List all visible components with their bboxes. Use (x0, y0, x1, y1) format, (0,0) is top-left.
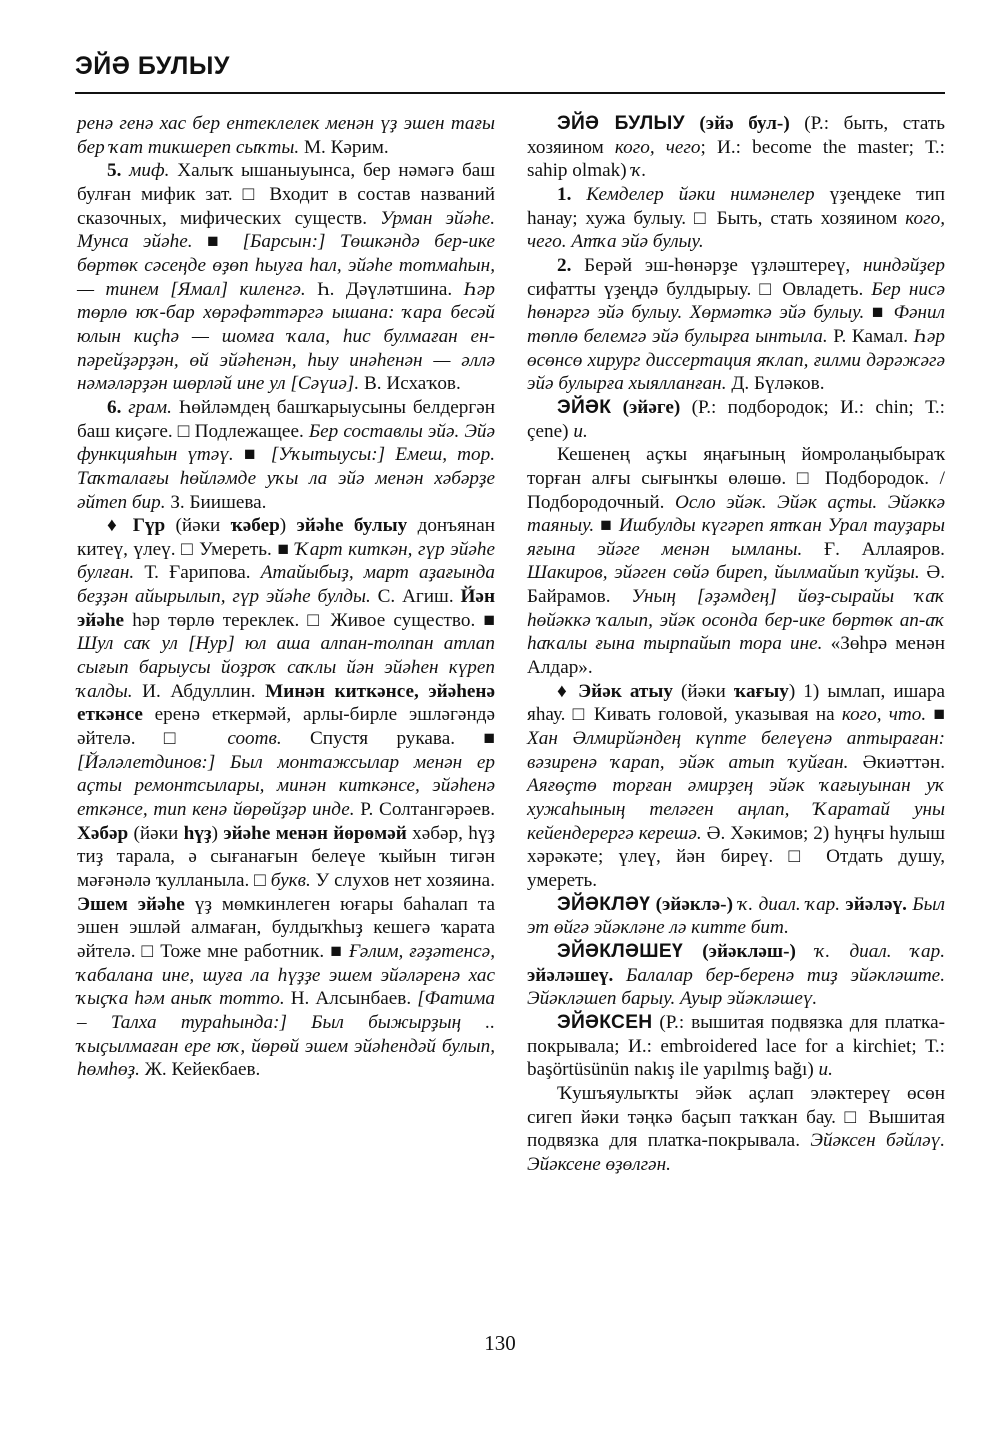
entry-eyek: ЭЙӘК (эйәге) (Р.: подбородок; И.: chin; Т.: çene) и. (527, 396, 946, 442)
headword: ЭЙӘКЛӘШЕҮ (557, 940, 683, 962)
page-number: 130 (484, 1331, 516, 1355)
diamond-icon: ♦ (557, 680, 579, 702)
entry-eyeklauu: ЭЙӘКЛӘҮ (эйәклә-) ҡ. диал. ҡар. эйәләү. Был эт өйгә эйәкләне лә китте бит. (527, 893, 945, 939)
entry-eye-buluu: ЭЙӘ БУЛЫУ (эйә бул-) (Р.: быть, стать хозяином кого, чего; И.: become the master; Т.: sahip olmak) ҡ. (527, 113, 946, 182)
headword: ЭЙӘКЛӘҮ (557, 893, 651, 915)
idiom-block: ♦ Эйәк атыу (йәки ҡағыу) 1) ымлап, ишара яһау. □ Кивать головой, указывая на кого, что. ■ Хан Әлмирйәндең күпте белеүенә аптыраған: вәзиренә ҡарап, эйәк атып ҡуйған. Әкиәттән. Аяғөҫтө торған әмирҙең эйәк ҡағыуынан уҡ хужаһының теләген аңлап, Ҡаратай уны кейендерергә керешә. Ә. Хәкимов; 2) һуңғы һулыш хәрәкәте; үлеү, йән биреү. □ Отдать душу, умереть. (527, 680, 946, 891)
sense-number: 2. (557, 254, 572, 276)
headword: ЭЙӘК (557, 396, 612, 418)
running-head: ЭЙӘ БУЛЫУ (75, 52, 230, 80)
right-column (527, 112, 945, 1177)
headword: ЭЙӘКСЕН (557, 1011, 653, 1033)
sense-6: 6. грам. Һөйләмдең башҡарыусыны белдергән баш киҫәге. □ Подлежащее. Бер составлы эйә. Эйә функцияһын үтәү. ■ [Уҡытыусы:] Емеш, тор. Таҡталағы һөйләмде уҡы ла эйә менән хәбәрҙе әйтеп бир. З. Биишева. (77, 396, 495, 513)
sense-1: 1. Кемделер йәки нимәнелер үҙеңдеке тип һанау; хужа булыу. □ Быть, стать хозяином кого, чего. Атҡа эйә булыу. (527, 183, 945, 253)
entry-eyeklasheuu: ЭЙӘКЛӘШЕҮ (эйәкләш-) ҡ. диал. ҡар. эйәләшеү. Балалар бер-беренә тиҙ эйәкләште. Эйәкләшеп барыу. Ауыр эйәкләшеү. (527, 940, 945, 1010)
sense-number: 1. (557, 183, 572, 205)
sense-5: 5. миф. Халыҡ ышаныуынса, бер нәмәгә баш булған мифик зат. □ Входит в состав названий сказочных, мифических существ. Урман эйәһе. Мунса эйәһе. ■ [Барсын:] Төшкәндә бер-ике бөртөк сәсеңде өҙөп һыуға һал, эйәһе тотмаһын, — тинем [Ямал] киленгә. Һ. Дәүләтшина. Һәр төрлө юҡ-бар хөрәфәттәргә ышана: ҡара бесәй юлын киҫһә — шомға ҡала, һис булмаған ен-пәрейҙәрҙән, өй эйәһенән, һыу инәһенән — әллә нәмәләрҙән шөрләй ине ул [Сәүиә]. В. Исхаҡов. (77, 160, 496, 395)
sense-number: 5. (107, 160, 122, 182)
sense-2: 2. Берәй эш-һөнәрҙе үҙләштереү, ниндәйҙер сифатты үҙеңдә булдырыу. □ Овладеть. Бер нисә һөнәргә эйә булыу. Хөрмәткә эйә булыу. ■ Фәнил төплө белемгә эйә булырға ынтыла. Р. Камал. Һәр өсөнсө хирург диссертация яҡлап, ғилми дәрәжәгә эйә булырға хыялланған. Д. Бүләков. (527, 254, 945, 395)
headword: ЭЙӘ БУЛЫУ (557, 113, 685, 134)
left-column (77, 112, 495, 1082)
definition: Кешенең аҫҡы яңағының йомролаңыбыраҡ торған алғы сығынҡы өлөшө. □ Подбородок. / Подбородочный. Осло эйәк. Эйәк аҫты. Эйәккә таяныу. ■ Ишбулды күгәреп ятҡан Урал тауҙары яғына эйәге менән ымланы. Ғ. Аллаяров. Шакиров, эйәген сөйә биреп, йылмайып ҡуйҙы. Ә. Байрамов. Уның [әҙәмдең] йөҙ-сырайы ҡаҡ һөйәккә ҡалып, эйәк осонда бер-ике бөртөк ап-аҡ һаҡалы ғына тырпайып тора ине. «Зөһрә менән Алдар». (527, 444, 946, 679)
entry-eyeksen: ЭЙӘКСЕН (Р.: вышитая подвязка для платка-покрывала; И.: embroidered lace for a kirchiet; Т.: başörtüsünün nakış ile yapılmış bağı) и. (527, 1011, 945, 1081)
sense-number: 6. (107, 396, 122, 418)
header-rule (75, 92, 945, 94)
idioms-block: ♦ Гүр (йәки ҡәбер) эйәһе булыу донъянан китеү, үлеү. □ Умереть. ■ Ҡарт киткән, гүр эйәһе булған. Т. Ғарипова. Атайыбыҙ, март аҙағында беҙҙән айырылып, гүр эйәһе булды. С. Агиш. Йән эйәһе һәр төрлө тереклек. □ Живое существо. ■ Шул саҡ ул [Нур] юл аша алпан-толпан атлап сығып барыусы йоҙроҡ саҡлы йән эйәһен күреп ҡалды. И. Абдуллин. Минән киткәнсе, эйәһенә еткәнсе еренә еткермәй, арлы-бирле эшләгәндә әйтелә. □ соотв. Спустя рукава. ■ [Йәләлетдинов:] Был монтажсылар менән ер аҫты ремонтсылары, минән киткәнсе, эйәһенә еткәнсе, тип кенә йөрөйҙәр инде. Р. Солтангәрәев. Хәбәр (йәки һүҙ) эйәһе менән йөрөмәй хәбәр, һүҙ тиҙ тарала, ә сығанағын белеүе ҡыйын тигән мәғәнәлә ҡулланыла. □ букв. У слухов нет хозяина. Эшем эйәһе үҙ мөмкинлеген юғары баһалап та эшен эшләй алмаған, булдыҡһыҙ кешегә ҡарата әйтелә. □ Тоже мне работник. ■ Ғәлим, ғәҙәтенсә, ҡабалана ине, шуға ла һүҙҙе эшем эйәләренә хас ҡыҫҡа һәм аныҡ тотто. Н. Алсынбаев. [Фатима – Талха тураһында:] Был быжырҙың .. ҡыҫылмаған ере юҡ, йөрөй эшем эйәһендәй булып, һөмһөҙ. Ж. Кейекбаев. (77, 515, 496, 1081)
definition: Ҡушъяулыҡты эйәк аҫлап эләктереү өсөн сигеп йәки тәңкә баҫып таҡҡан бау. □ Вышитая подвязка для платка-покрывала. Эйәксен бәйләү. Эйәксене өҙөлгән. (527, 1082, 946, 1175)
continued-citation: ренә генә хас бер ентеклелек менән үҙ эшен тағы бер ҡат тикшереп сыҡты. М. Кәрим. (77, 113, 495, 158)
diamond-icon: ♦ (107, 515, 133, 537)
